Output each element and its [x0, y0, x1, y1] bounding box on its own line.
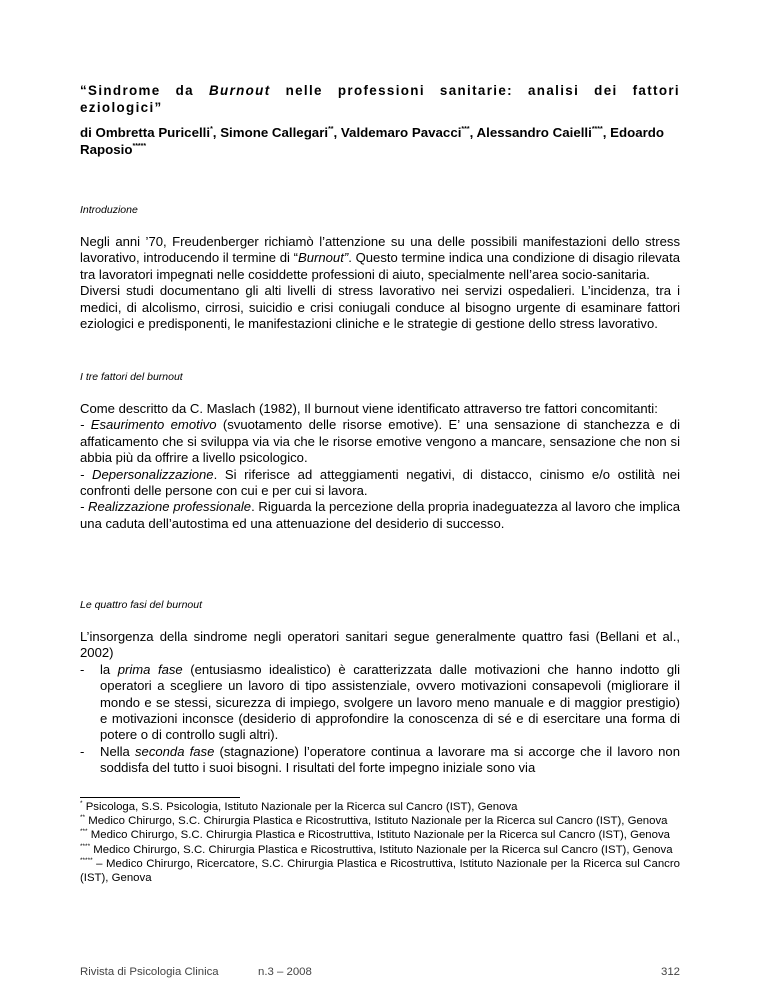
section-body-introduzione	[80, 234, 680, 332]
author-footnote-mark: **	[328, 126, 334, 133]
phase-list	[80, 662, 680, 777]
author: di Ombretta Puricelli*,	[80, 125, 221, 140]
title-rest: nelle professioni sanitarie: analisi dei fattori eziologici”	[80, 83, 680, 115]
title-italic-term: Burnout	[209, 83, 271, 98]
phase-item: - Nella seconda fase (stagnazione) l’operatore continua a lavorare ma si accorge che il lavoro non soddisfa del tutto i suoi bisogni. I risultati del forte impegno iniziale sono via	[80, 743, 680, 776]
footnote: ***** – Medico Chirurgo, Ricercatore, S.C. Chirurgia Plastica e Ricostruttiva, Istituto Nazionale per la Ricerca sul Cancro (IST), Genova	[80, 856, 680, 885]
paragraph: Negli anni ’70, Freudenberger richiamò l’attenzione su una delle possibili manifestazioni dello stress lavorativo, introducendo il termine di “Burnout”. Questo termine indica una condizione di disagio rilevata tra lavoratori impegnati nelle cosiddette professioni di aiuto, specialmente nell’area socio-sanitaria.	[80, 234, 680, 282]
author: Valdemaro Pavacci***,	[340, 125, 477, 140]
footnote: **** Medico Chirurgo, S.C. Chirurgia Plastica e Ricostruttiva, Istituto Nazionale per la Ricerca sul Cancro (IST), Genova	[80, 842, 673, 856]
footer-page-number: 312	[660, 966, 680, 978]
section-heading-quattro-fasi: Le quattro fasi del burnout	[80, 599, 203, 611]
section-body-tre-fattori	[80, 401, 680, 532]
author-footnote-mark: ****	[591, 126, 603, 133]
footnote: * Psicologa, S.S. Psicologia, Istituto Nazionale per la Ricerca sul Cancro (IST), Genova	[80, 800, 518, 813]
author-footnote-mark: *	[210, 126, 213, 133]
author-list	[80, 124, 680, 158]
section-heading-tre-fattori: I tre fattori del burnout	[80, 371, 183, 383]
footer-issue: n.3 – 2008	[258, 966, 312, 978]
footnotes	[80, 800, 680, 885]
author-footnote-mark: ***	[461, 126, 470, 133]
author-footnote-mark: *****	[132, 143, 147, 150]
author: Alessandro Caielli****,	[476, 125, 611, 140]
article-title	[80, 82, 680, 116]
section-heading-introduzione: Introduzione	[80, 204, 138, 216]
footer-journal: Rivista di Psicologia Clinica	[80, 966, 219, 978]
footnote: ** Medico Chirurgo, S.C. Chirurgia Plastica e Ricostruttiva, Istituto Nazionale per la Ricerca sul Cancro (IST), Genova	[80, 814, 668, 828]
author: Edoardo Raposio*****	[80, 125, 665, 157]
paragraph: Diversi studi documentano gli alti livelli di stress lavorativo nei servizi ospedalieri. L’incidenza, tra i medici, di alcolismo, cirrosi, suicidio e crisi coniugali conduce al bisogno urgente di esaminare fattori eziologici e predisponenti, le manifestazioni cliniche e le strategie di gestione dello stress lavorativo.	[80, 283, 680, 332]
phase-item: - la prima fase (entusiasmo idealistico) è caratterizzata dalle motivazioni che hanno indotto gli operatori a scegliere un lavoro di tipo assistenziale, ovvero motivazioni consapevoli (migliorare il mondo e se stessi, sicurezza di impiego, svolgere un lavoro meno manuale e di maggior prestigio) e motivazioni inconsce (desiderio di approfondire la conoscenza di sé e di esercitare una forma di potere o di controllo sugli altri).	[80, 661, 680, 743]
footnote-separator	[80, 797, 240, 798]
factor-item: - Esaurimento emotivo (svuotamento delle risorse emotive). E’ una sensazione di stanchezza e di affaticamento che si sviluppa via via che le risorse emotive vengono a mancare, sensazione che non si abbia più da offrire a livello psicologico.	[80, 417, 680, 466]
section-body-quattro-fasi	[80, 629, 680, 777]
author: Simone Callegari**,	[220, 125, 341, 140]
factor-item: - Depersonalizzazione. Si riferisce ad atteggiamenti negativi, di distacco, cinismo e/o ostilità nei confronti delle persone con cui e per cui si lavora.	[80, 466, 680, 499]
footnote: *** Medico Chirurgo, S.C. Chirurgia Plastica e Ricostruttiva, Istituto Nazionale per la Ricerca sul Cancro (IST), Genova	[80, 828, 671, 842]
paragraph: Come descritto da C. Maslach (1982), Il burnout viene identificato attraverso tre fattori concomitanti:	[80, 401, 658, 416]
factor-item: - Realizzazione professionale. Riguarda la percezione della propria inadeguatezza al lavoro che implica una caduta dell’autostima ed una attenuazione del desiderio di successo.	[80, 499, 680, 531]
title-open: “Sindrome da	[80, 83, 210, 98]
paragraph: L’insorgenza della sindrome negli operatori sanitari segue generalmente quattro fasi (Bellani et al., 2002)	[80, 629, 680, 661]
